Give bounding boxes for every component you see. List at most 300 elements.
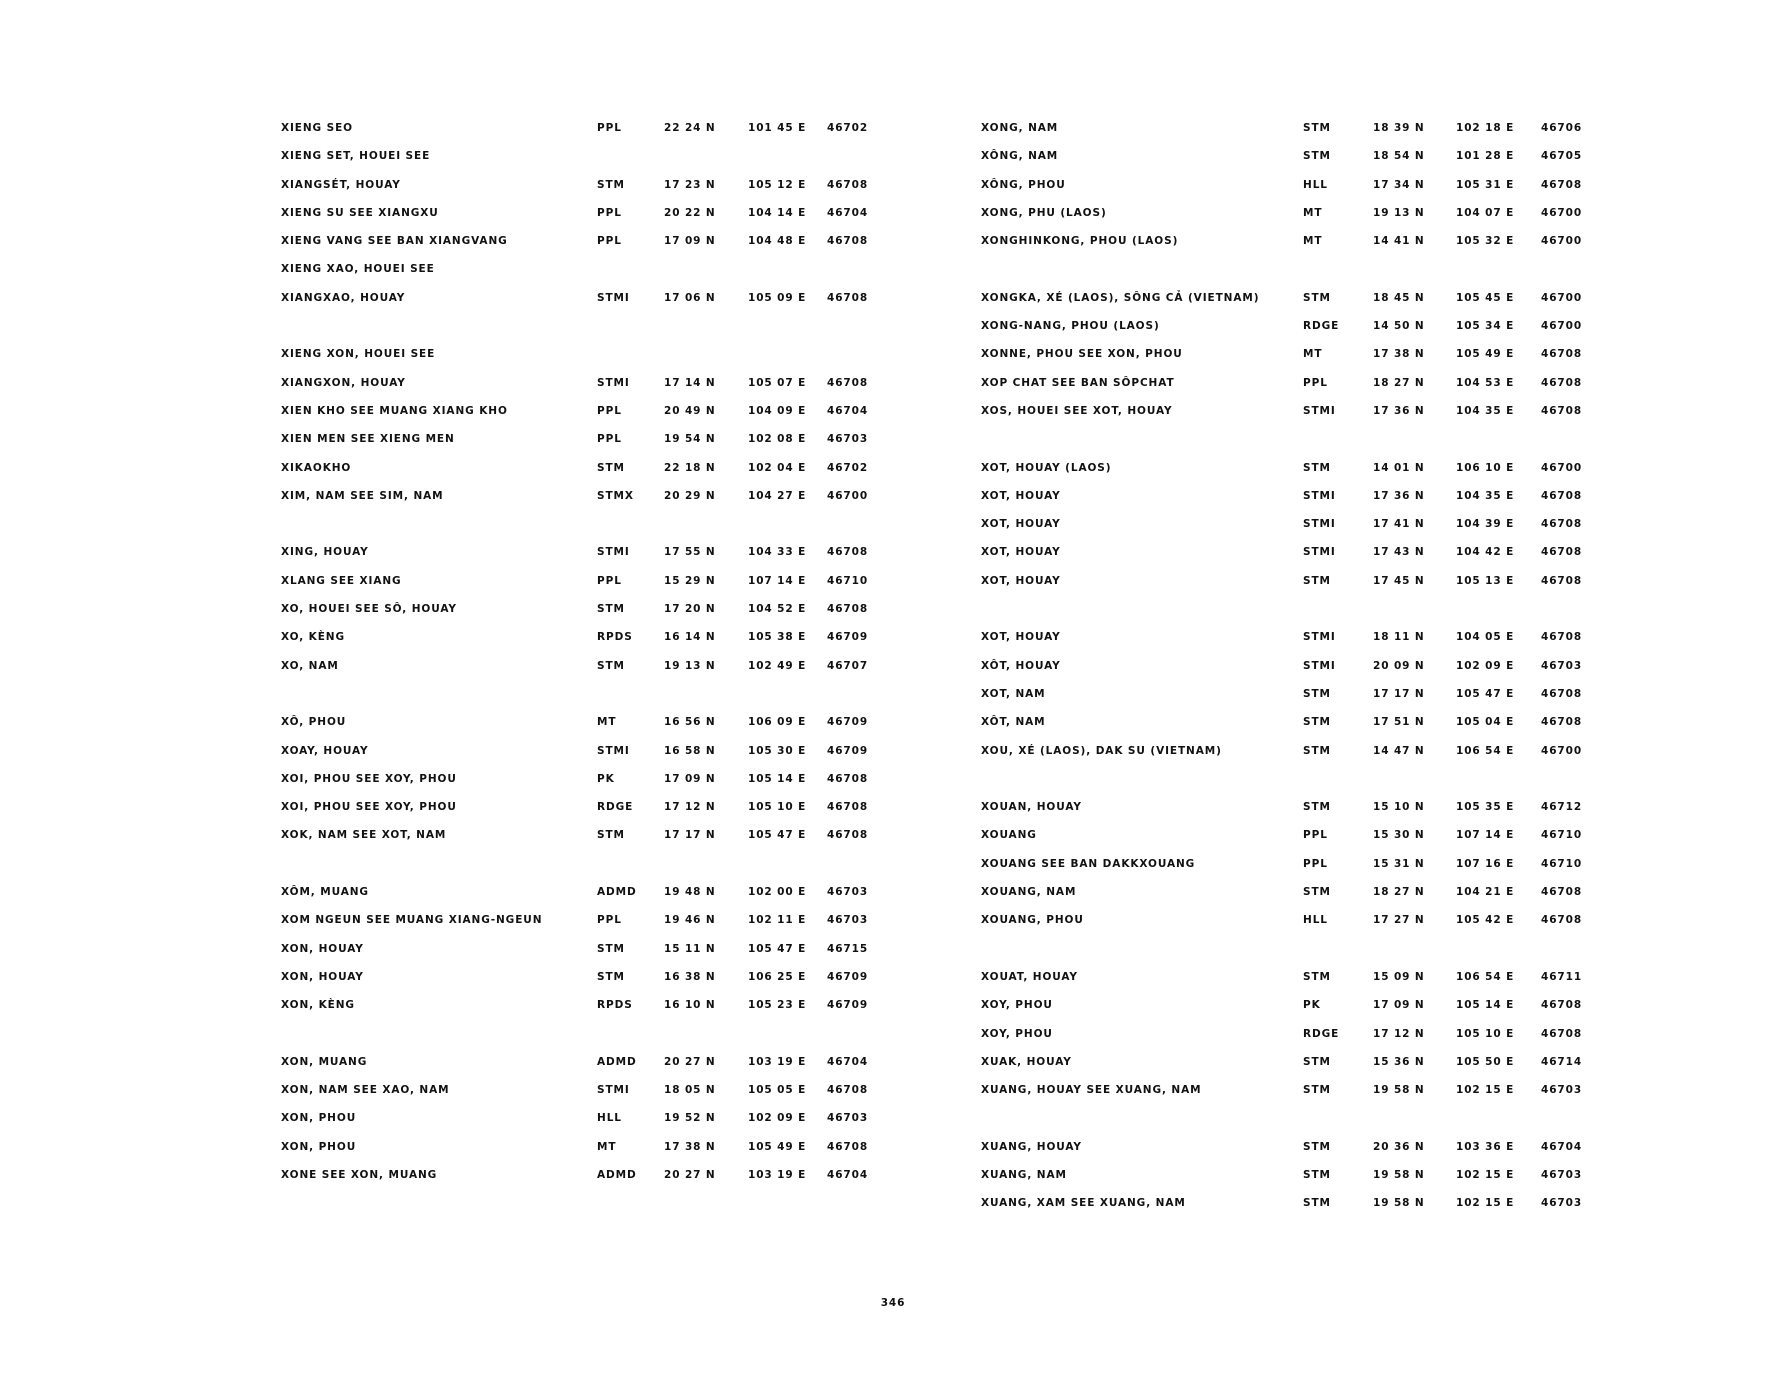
latitude: 17 09 N <box>664 772 716 785</box>
longitude: 104 42 E <box>1456 546 1515 559</box>
feature-code: ADMD <box>597 1168 637 1181</box>
sheet-number: 46700 <box>1541 235 1583 248</box>
longitude: 102 09 E <box>1456 659 1515 672</box>
entry-name: XOT, HOUAY <box>981 489 1061 502</box>
feature-code: HLL <box>1303 914 1328 927</box>
feature-code: ADMD <box>597 886 637 899</box>
entry-name: XO, HOUEI SEE SÔ, HOUAY <box>281 603 457 616</box>
entry-name: XONGKA, XÉ (LAOS), SÔNG CẢ (VIETNAM) <box>981 291 1260 304</box>
longitude: 107 14 E <box>748 574 807 587</box>
latitude: 18 45 N <box>1373 291 1425 304</box>
longitude: 105 04 E <box>1456 716 1515 729</box>
entry-name: XLANG SEE XIANG <box>281 574 402 587</box>
sheet-number: 46708 <box>827 235 869 248</box>
entry-name: XOY, PHOU <box>981 1027 1053 1040</box>
gazetteer-entry <box>281 767 891 795</box>
entry-name: XOT, NAM <box>981 687 1046 700</box>
gazetteer-entry <box>981 795 1601 823</box>
latitude: 17 38 N <box>664 1140 716 1153</box>
feature-code: RDGE <box>1303 320 1340 333</box>
longitude: 103 19 E <box>748 1055 807 1068</box>
gazetteer-entry <box>981 1050 1601 1078</box>
latitude: 19 58 N <box>1373 1084 1425 1097</box>
latitude: 17 36 N <box>1373 489 1425 502</box>
feature-code: PPL <box>1303 829 1328 842</box>
feature-code: STMI <box>597 376 630 389</box>
feature-code: STMI <box>1303 404 1336 417</box>
entry-name: XIKAOKHO <box>281 461 352 474</box>
feature-code: RDGE <box>1303 1027 1340 1040</box>
entry-name: XON, PHOU <box>281 1112 357 1125</box>
latitude: 15 09 N <box>1373 970 1425 983</box>
latitude: 17 45 N <box>1373 574 1425 587</box>
entry-name: XIENG VANG SEE BAN XIANGVANG <box>281 235 508 248</box>
gazetteer-entry <box>981 767 1601 795</box>
entry-name: XO, KÈNG <box>281 631 345 644</box>
entry-name: XIENG SU SEE XIANGXU <box>281 206 439 219</box>
gazetteer-entry <box>281 852 891 880</box>
entry-name: XIENG SET, HOUEI SEE <box>281 150 431 163</box>
longitude: 106 25 E <box>748 970 807 983</box>
sheet-number: 46708 <box>1541 404 1583 417</box>
feature-code: MT <box>1303 206 1323 219</box>
longitude: 105 35 E <box>1456 801 1515 814</box>
longitude: 102 15 E <box>1456 1168 1515 1181</box>
longitude: 105 12 E <box>748 178 807 191</box>
entry-name: XOUANG SEE BAN DAKKXOUANG <box>981 857 1196 870</box>
latitude: 14 01 N <box>1373 461 1425 474</box>
sheet-number: 46704 <box>827 404 869 417</box>
sheet-number: 46708 <box>1541 489 1583 502</box>
longitude: 105 31 E <box>1456 178 1515 191</box>
sheet-number: 46705 <box>1541 150 1583 163</box>
sheet-number: 46704 <box>827 1168 869 1181</box>
gazetteer-entry <box>281 937 891 965</box>
gazetteer-entry <box>281 654 891 682</box>
latitude: 17 38 N <box>1373 348 1425 361</box>
sheet-number: 46708 <box>1541 518 1583 531</box>
entry-name: XOK, NAM SEE XOT, NAM <box>281 829 447 842</box>
longitude: 105 45 E <box>1456 291 1515 304</box>
sheet-number: 46708 <box>1541 1027 1583 1040</box>
gazetteer-entry <box>281 512 891 540</box>
sheet-number: 46702 <box>827 461 869 474</box>
entry-name: XIANGSÉT, HOUAY <box>281 178 401 191</box>
gazetteer-entry <box>981 540 1601 568</box>
entry-name: XO, NAM <box>281 659 339 672</box>
longitude: 105 47 E <box>748 829 807 842</box>
entry-name: XOM NGEUN SEE MUANG XIANG-NGEUN <box>281 914 543 927</box>
feature-code: PPL <box>597 122 622 134</box>
longitude: 101 45 E <box>748 122 807 134</box>
latitude: 17 20 N <box>664 603 716 616</box>
longitude: 104 33 E <box>748 546 807 559</box>
entry-name: XOUANG, PHOU <box>981 914 1084 927</box>
gazetteer-entry <box>281 625 891 653</box>
sheet-number: 46709 <box>827 999 869 1012</box>
latitude: 20 27 N <box>664 1055 716 1068</box>
sheet-number: 46703 <box>827 886 869 899</box>
entry-name: XON, HOUAY <box>281 970 364 983</box>
gazetteer-entry <box>981 852 1601 880</box>
gazetteer-entry <box>281 484 891 512</box>
entry-name: XIANGXAO, HOUAY <box>281 291 406 304</box>
feature-code: STM <box>1303 687 1331 700</box>
longitude: 104 09 E <box>748 404 807 417</box>
entry-name: XON, HOUAY <box>281 942 364 955</box>
entry-name: XÔT, NAM <box>981 716 1046 729</box>
latitude: 17 12 N <box>1373 1027 1425 1040</box>
feature-code: STM <box>597 659 625 672</box>
latitude: 19 48 N <box>664 886 716 899</box>
latitude: 20 27 N <box>664 1168 716 1181</box>
latitude: 16 38 N <box>664 970 716 983</box>
entry-name: XONG-NANG, PHOU (LAOS) <box>981 320 1160 333</box>
gazetteer-entry <box>281 1106 891 1134</box>
feature-code: MT <box>597 716 617 729</box>
feature-code: STM <box>1303 801 1331 814</box>
gazetteer-entry <box>981 739 1601 767</box>
gazetteer-entry <box>281 286 891 314</box>
gazetteer-entry <box>281 1135 891 1163</box>
latitude: 14 41 N <box>1373 235 1425 248</box>
feature-code: STM <box>1303 461 1331 474</box>
entry-name: XÔNG, NAM <box>981 150 1059 163</box>
feature-code: PPL <box>597 574 622 587</box>
gazetteer-entry <box>281 456 891 484</box>
sheet-number: 46704 <box>827 1055 869 1068</box>
feature-code: HLL <box>1303 178 1328 191</box>
longitude: 104 35 E <box>1456 404 1515 417</box>
feature-code: RPDS <box>597 999 633 1012</box>
gazetteer-entry <box>981 116 1601 144</box>
gazetteer-entry <box>281 201 891 229</box>
gazetteer-entry <box>281 257 891 285</box>
feature-code: MT <box>1303 348 1323 361</box>
gazetteer-entry <box>281 710 891 738</box>
gazetteer-entry <box>981 512 1601 540</box>
longitude: 104 21 E <box>1456 886 1515 899</box>
sheet-number: 46709 <box>827 716 869 729</box>
sheet-number: 46700 <box>1541 320 1583 333</box>
longitude: 105 50 E <box>1456 1055 1515 1068</box>
latitude: 17 27 N <box>1373 914 1425 927</box>
gazetteer-entry <box>981 937 1601 965</box>
entry-name: XOUAN, HOUAY <box>981 801 1082 814</box>
sheet-number: 46706 <box>1541 122 1583 134</box>
longitude: 103 36 E <box>1456 1140 1515 1153</box>
gazetteer-entry <box>981 823 1601 851</box>
longitude: 105 34 E <box>1456 320 1515 333</box>
gazetteer-entry <box>281 173 891 201</box>
sheet-number: 46708 <box>1541 348 1583 361</box>
right-column <box>981 116 1601 1220</box>
longitude: 105 38 E <box>748 631 807 644</box>
entry-name: XOI, PHOU SEE XOY, PHOU <box>281 801 457 814</box>
latitude: 18 27 N <box>1373 376 1425 389</box>
gazetteer-entry <box>981 229 1601 257</box>
latitude: 20 29 N <box>664 489 716 502</box>
longitude: 106 54 E <box>1456 970 1515 983</box>
sheet-number: 46710 <box>827 574 869 587</box>
gazetteer-entry <box>281 540 891 568</box>
latitude: 19 54 N <box>664 433 716 446</box>
longitude: 103 19 E <box>748 1168 807 1181</box>
sheet-number: 46708 <box>1541 886 1583 899</box>
entry-name: XUAK, HOUAY <box>981 1055 1072 1068</box>
gazetteer-entry <box>281 569 891 597</box>
entry-name: XIENG XON, HOUEI SEE <box>281 348 436 361</box>
latitude: 20 36 N <box>1373 1140 1425 1153</box>
longitude: 105 32 E <box>1456 235 1515 248</box>
gazetteer-entry <box>981 286 1601 314</box>
entry-name: XIENG SEO <box>281 122 353 134</box>
feature-code: PPL <box>597 914 622 927</box>
entry-name: XONGHINKONG, PHOU (LAOS) <box>981 235 1179 248</box>
latitude: 16 56 N <box>664 716 716 729</box>
gazetteer-entry <box>981 144 1601 172</box>
sheet-number: 46703 <box>1541 1197 1583 1210</box>
entry-name: XOT, HOUAY <box>981 546 1061 559</box>
gazetteer-entry <box>281 1078 891 1106</box>
longitude: 102 08 E <box>748 433 807 446</box>
feature-code: MT <box>1303 235 1323 248</box>
feature-code: STM <box>1303 1084 1331 1097</box>
gazetteer-entry <box>281 682 891 710</box>
entry-name: XÔM, MUANG <box>281 886 369 899</box>
sheet-number: 46708 <box>827 829 869 842</box>
gazetteer-entry <box>981 427 1601 455</box>
feature-code: STM <box>1303 150 1331 163</box>
sheet-number: 46708 <box>1541 999 1583 1012</box>
gazetteer-entry <box>981 1163 1601 1191</box>
sheet-number: 46704 <box>827 206 869 219</box>
longitude: 102 15 E <box>1456 1197 1515 1210</box>
longitude: 105 47 E <box>748 942 807 955</box>
feature-code: PPL <box>597 235 622 248</box>
latitude: 15 11 N <box>664 942 716 955</box>
sheet-number: 46708 <box>1541 631 1583 644</box>
entry-name: XOI, PHOU SEE XOY, PHOU <box>281 772 457 785</box>
sheet-number: 46708 <box>1541 574 1583 587</box>
feature-code: HLL <box>597 1112 622 1125</box>
feature-code: STM <box>597 603 625 616</box>
entry-name: XOUANG, NAM <box>981 886 1077 899</box>
latitude: 20 49 N <box>664 404 716 417</box>
entry-name: XONG, NAM <box>981 122 1059 134</box>
latitude: 17 17 N <box>664 829 716 842</box>
sheet-number: 46710 <box>1541 829 1583 842</box>
gazetteer-entry <box>981 1106 1601 1134</box>
gazetteer-entry <box>981 625 1601 653</box>
feature-code: STM <box>1303 1197 1331 1210</box>
sheet-number: 46709 <box>827 631 869 644</box>
latitude: 20 22 N <box>664 206 716 219</box>
sheet-number: 46709 <box>827 744 869 757</box>
entry-name: XIEN KHO SEE MUANG XIANG KHO <box>281 404 508 417</box>
gazetteer-entry <box>981 597 1601 625</box>
latitude: 18 11 N <box>1373 631 1425 644</box>
feature-code: STMI <box>1303 659 1336 672</box>
feature-code: STM <box>1303 1168 1331 1181</box>
gazetteer-entry <box>981 569 1601 597</box>
longitude: 102 49 E <box>748 659 807 672</box>
feature-code: STM <box>1303 744 1331 757</box>
feature-code: STM <box>597 461 625 474</box>
latitude: 19 13 N <box>664 659 716 672</box>
sheet-number: 46708 <box>827 546 869 559</box>
entry-name: XON, PHOU <box>281 1140 357 1153</box>
sheet-number: 46710 <box>1541 857 1583 870</box>
feature-code: STM <box>1303 970 1331 983</box>
latitude: 15 30 N <box>1373 829 1425 842</box>
feature-code: RPDS <box>597 631 633 644</box>
sheet-number: 46708 <box>827 1084 869 1097</box>
entry-name: XOY, PHOU <box>981 999 1053 1012</box>
latitude: 17 09 N <box>1373 999 1425 1012</box>
sheet-number: 46708 <box>827 291 869 304</box>
feature-code: PPL <box>597 206 622 219</box>
latitude: 19 58 N <box>1373 1197 1425 1210</box>
gazetteer-entry <box>281 427 891 455</box>
entry-name: XIENG XAO, HOUEI SEE <box>281 263 435 276</box>
feature-code: STMI <box>597 546 630 559</box>
latitude: 17 06 N <box>664 291 716 304</box>
entry-name: XIEN MEN SEE XIENG MEN <box>281 433 455 446</box>
gazetteer-entry <box>281 342 891 370</box>
longitude: 105 14 E <box>748 772 807 785</box>
gazetteer-entry <box>981 1135 1601 1163</box>
feature-code: STMI <box>1303 518 1336 531</box>
sheet-number: 46703 <box>1541 1084 1583 1097</box>
feature-code: STM <box>1303 1140 1331 1153</box>
gazetteer-entry <box>981 201 1601 229</box>
gazetteer-entry <box>981 399 1601 427</box>
sheet-number: 46708 <box>1541 546 1583 559</box>
sheet-number: 46708 <box>1541 687 1583 700</box>
gazetteer-entry <box>981 456 1601 484</box>
latitude: 18 27 N <box>1373 886 1425 899</box>
gazetteer-entry <box>281 399 891 427</box>
latitude: 17 23 N <box>664 178 716 191</box>
longitude: 104 14 E <box>748 206 807 219</box>
latitude: 14 47 N <box>1373 744 1425 757</box>
longitude: 105 07 E <box>748 376 807 389</box>
feature-code: STM <box>1303 291 1331 304</box>
feature-code: PPL <box>597 404 622 417</box>
longitude: 105 14 E <box>1456 999 1515 1012</box>
longitude: 102 00 E <box>748 886 807 899</box>
latitude: 14 50 N <box>1373 320 1425 333</box>
sheet-number: 46708 <box>827 178 869 191</box>
entry-name: XON, KÈNG <box>281 999 355 1012</box>
entry-name: XIANGXON, HOUAY <box>281 376 406 389</box>
entry-name: XOAY, HOUAY <box>281 744 369 757</box>
feature-code: PPL <box>1303 376 1328 389</box>
latitude: 20 09 N <box>1373 659 1425 672</box>
latitude: 15 10 N <box>1373 801 1425 814</box>
longitude: 104 52 E <box>748 603 807 616</box>
gazetteer-entry <box>981 1078 1601 1106</box>
feature-code: STM <box>597 942 625 955</box>
entry-name: XUANG, HOUAY SEE XUANG, NAM <box>981 1084 1202 1097</box>
entry-name: XING, HOUAY <box>281 546 369 559</box>
latitude: 15 36 N <box>1373 1055 1425 1068</box>
feature-code: STMI <box>1303 631 1336 644</box>
longitude: 106 10 E <box>1456 461 1515 474</box>
longitude: 107 16 E <box>1456 857 1515 870</box>
entry-name: XOT, HOUAY <box>981 574 1061 587</box>
sheet-number: 46712 <box>1541 801 1583 814</box>
latitude: 17 51 N <box>1373 716 1425 729</box>
sheet-number: 46708 <box>827 1140 869 1153</box>
longitude: 102 15 E <box>1456 1084 1515 1097</box>
feature-code: PK <box>1303 999 1321 1012</box>
sheet-number: 46703 <box>1541 659 1583 672</box>
latitude: 17 09 N <box>664 235 716 248</box>
latitude: 17 55 N <box>664 546 716 559</box>
latitude: 19 13 N <box>1373 206 1425 219</box>
entry-name: XIM, NAM SEE SIM, NAM <box>281 489 444 502</box>
longitude: 105 47 E <box>1456 687 1515 700</box>
gazetteer-entry <box>981 173 1601 201</box>
entry-name: XÔ, PHOU <box>281 716 347 729</box>
gazetteer-entry <box>281 229 891 257</box>
gazetteer-entry <box>281 597 891 625</box>
entry-name: XUANG, HOUAY <box>981 1140 1082 1153</box>
longitude: 102 11 E <box>748 914 807 927</box>
entry-name: XON, MUANG <box>281 1055 368 1068</box>
gazetteer-entry <box>281 993 891 1021</box>
entry-name: XÔNG, PHOU <box>981 178 1066 191</box>
feature-code: RDGE <box>597 801 634 814</box>
gazetteer-entry <box>281 880 891 908</box>
longitude: 105 49 E <box>1456 348 1515 361</box>
sheet-number: 46708 <box>1541 716 1583 729</box>
latitude: 19 58 N <box>1373 1168 1425 1181</box>
feature-code: STM <box>597 178 625 191</box>
longitude: 105 13 E <box>1456 574 1515 587</box>
entry-name: XOP CHAT SEE BAN SÔPCHAT <box>981 376 1175 389</box>
entry-name: XUANG, NAM <box>981 1168 1067 1181</box>
longitude: 105 09 E <box>748 291 807 304</box>
longitude: 104 27 E <box>748 489 807 502</box>
feature-code: STMI <box>1303 546 1336 559</box>
longitude: 104 07 E <box>1456 206 1515 219</box>
feature-code: STMX <box>597 489 634 502</box>
gazetteer-entry <box>981 1191 1601 1219</box>
sheet-number: 46700 <box>1541 206 1583 219</box>
entry-name: XOS, HOUEI SEE XOT, HOUAY <box>981 404 1173 417</box>
longitude: 106 54 E <box>1456 744 1515 757</box>
longitude: 105 42 E <box>1456 914 1515 927</box>
longitude: 102 04 E <box>748 461 807 474</box>
longitude: 104 48 E <box>748 235 807 248</box>
sheet-number: 46703 <box>827 1112 869 1125</box>
longitude: 105 49 E <box>748 1140 807 1153</box>
page-number: 346 <box>880 1297 906 1309</box>
sheet-number: 46708 <box>827 603 869 616</box>
gazetteer-entry <box>981 257 1601 285</box>
sheet-number: 46703 <box>1541 1168 1583 1181</box>
entry-name: XÔT, HOUAY <box>981 659 1061 672</box>
latitude: 17 17 N <box>1373 687 1425 700</box>
gazetteer-entry <box>281 739 891 767</box>
sheet-number: 46715 <box>827 942 869 955</box>
latitude: 19 52 N <box>664 1112 716 1125</box>
gazetteer-entry <box>981 682 1601 710</box>
gazetteer-entry <box>981 314 1601 342</box>
